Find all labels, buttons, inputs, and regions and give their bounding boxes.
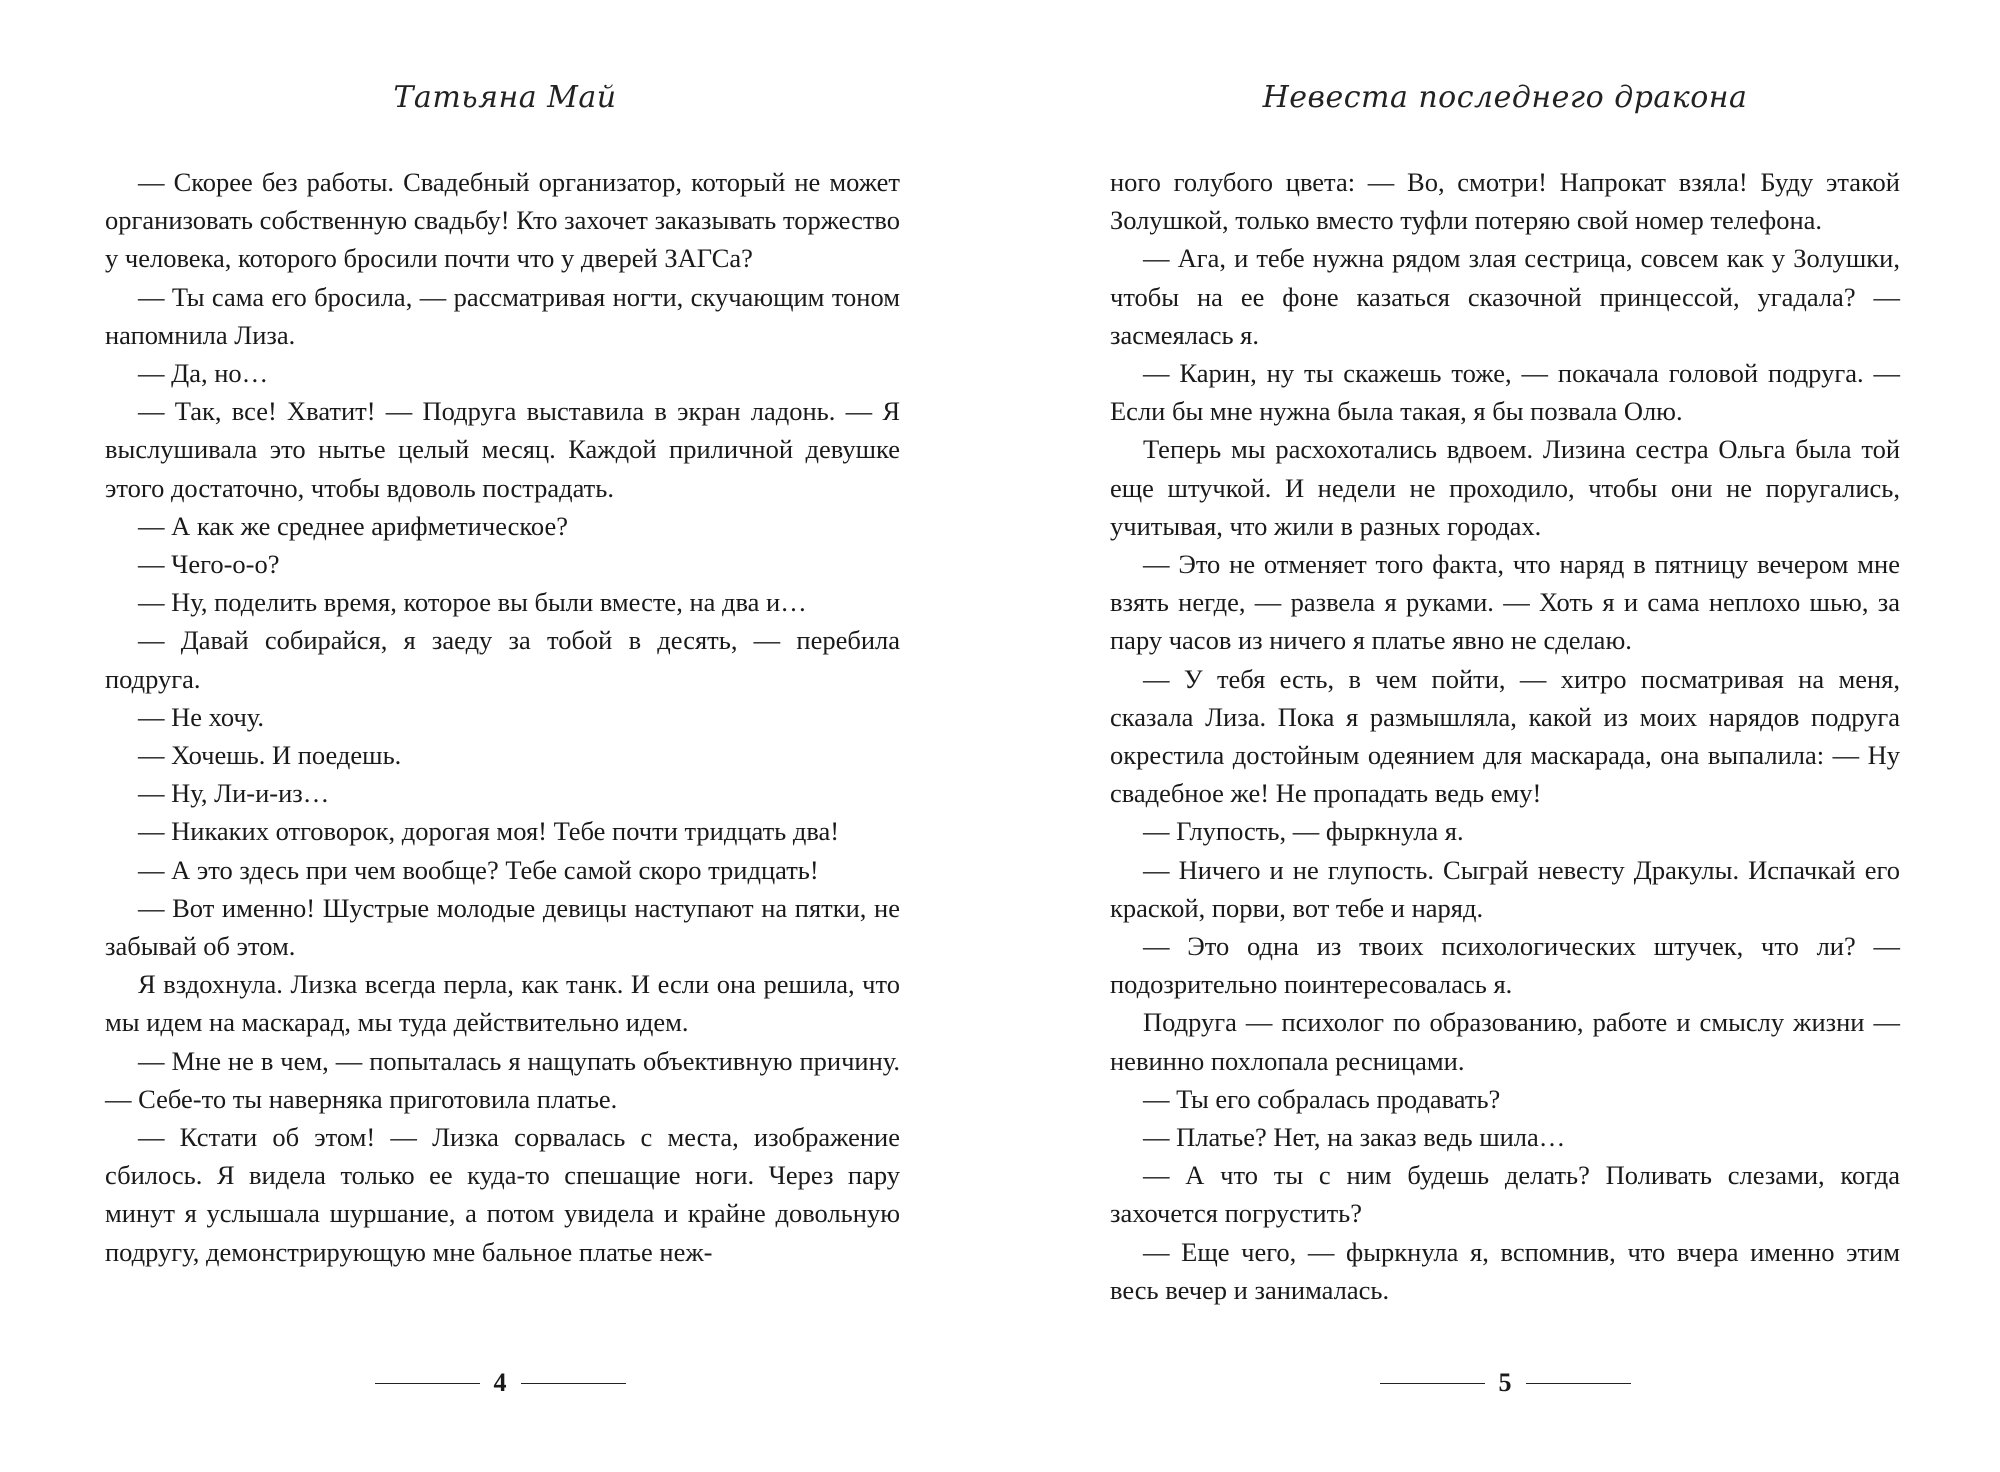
paragraph: — Да, но…	[138, 358, 269, 389]
paragraph: — Ага, и тебе нужна рядом злая сестрица, совсем как у Золушки, чтобы на ее фоне казаться сказочной принцессой, угадала? — засмеялась я.	[1110, 243, 1900, 350]
body-text	[105, 163, 900, 1271]
folio-rule-left	[375, 1383, 480, 1384]
paragraph: — Глупость, — фыркнула я.	[1143, 816, 1464, 847]
paragraph: Я вздохнула. Лизка всегда перла, как танк. И если она решила, что мы идем на маскарад, мы туда действительно идем.	[105, 969, 900, 1038]
paragraph: — А что ты с ним будешь делать? Поливать слезами, когда захочется погрустить?	[1110, 1160, 1900, 1229]
folio-rule-right	[1526, 1383, 1631, 1384]
paragraph: — Не хочу.	[138, 701, 265, 732]
page-number-footer	[1105, 1366, 1905, 1398]
paragraph: — Ну, Ли-и-из…	[138, 778, 330, 809]
paragraph: — Это одна из твоих психологических штучек, что ли? — подозрительно поинтересовалась я.	[1110, 931, 1900, 1000]
page-number: 4	[493, 1368, 507, 1398]
running-head-title: Невеста последнего дракона	[1262, 80, 1748, 115]
page-number-footer	[100, 1366, 900, 1398]
paragraph: — Платье? Нет, на заказ ведь шила…	[1143, 1122, 1566, 1153]
paragraph: — Ты его собралась продавать?	[1143, 1083, 1501, 1114]
paragraph: — Карин, ну ты скажешь тоже, — покачала головой подруга. — Если бы мне нужна была такая, я бы позвала Олю.	[1110, 358, 1900, 427]
paragraph: — Вот именно! Шустрые молодые девицы наступают на пятки, не забывай об этом.	[105, 892, 900, 962]
page-number: 5	[1498, 1368, 1512, 1398]
body-text	[1110, 163, 1900, 1309]
paragraph: — Это не отменяет того факта, что наряд в пятницу вечером мне взять негде, — развела я руками. — Хоть я и сама неплохо шью, за пару часов из ничего я платье явно не сделаю.	[1110, 549, 1900, 656]
paragraph: — Ничего и не глупость. Сыграй невесту Дракулы. Испачкай его краской, порви, вот тебе и наряд.	[1110, 854, 1900, 923]
folio-rule-left	[1380, 1383, 1485, 1384]
paragraph: — А как же среднее арифметическое?	[138, 510, 569, 541]
paragraph: — Ты сама его бросила, — рассматривая ногти, скучающим тоном напомнила Лиза.	[105, 281, 900, 350]
paragraph: Теперь мы расхохотались вдвоем. Лизина сестра Ольга была той еще штучкой. И недели не проходило, чтобы они не поругались, учитывая, что жили в разных городах.	[1110, 434, 1900, 541]
paragraph: — Хочешь. И поедешь.	[138, 740, 402, 771]
folio-rule-right	[521, 1383, 626, 1384]
paragraph: Подруга — психолог по образованию, работе и смыслу жизни — невинно похлопала ресницами.	[1110, 1007, 1900, 1076]
paragraph: — Никаких отговорок, дорогая моя! Тебе почти тридцать два!	[138, 816, 840, 847]
paragraph: — Еще чего, — фыркнула я, вспомнив, что вчера именно этим весь вечер и занималась.	[1110, 1236, 1900, 1305]
paragraph: — Чего-о-о?	[138, 549, 280, 580]
paragraph: — У тебя есть, в чем пойти, — хитро посматривая на меня, сказала Лиза. Пока я размышляла, какой из моих нарядов подруга окрестила достойным одеянием для маскарада, она выпалила: — Ну свадебное же! Не пропадать ведь ему!	[1110, 663, 1900, 809]
right-page	[1000, 0, 2000, 1472]
paragraph: — Так, все! Хватит! — Подруга выставила в экран ладонь. — Я выслушивала это нытье целый месяц. Каждой приличной девушке этого достаточно, чтобы вдоволь пострадать.	[105, 396, 900, 503]
running-head-author: Татьяна Май	[393, 80, 617, 115]
paragraph: — Давай собирайся, я заеду за тобой в десять, — перебила подруга.	[105, 625, 900, 694]
paragraph: — А это здесь при чем вообще? Тебе самой скоро тридцать!	[138, 854, 819, 885]
paragraph: — Мне не в чем, — попыталась я нащупать объективную причину. — Себе-то ты наверняка приготовила платье.	[105, 1045, 900, 1114]
paragraph: — Скорее без работы. Свадебный организатор, который не может организовать собственную свадьбу! Кто захочет заказывать торжество у человека, которого бросили почти что у дверей ЗАГСа?	[105, 167, 900, 274]
paragraph-continuation: ного голубого цвета: — Во, смотри! Напрокат взяла! Буду этакой Золушкой, только вместо туфли потеряю свой номер телефона.	[1110, 167, 1900, 236]
paragraph: — Кстати об этом! — Лизка сорвалась с места, изображение сбилось. Я видела только ее куда-то спешащие ноги. Через пару минут я услышала шуршание, а потом увидела и крайне довольную подругу, демонстрирующую мне бальное платье неж-	[105, 1122, 900, 1267]
paragraph: — Ну, поделить время, которое вы были вместе, на два и…	[138, 587, 807, 618]
